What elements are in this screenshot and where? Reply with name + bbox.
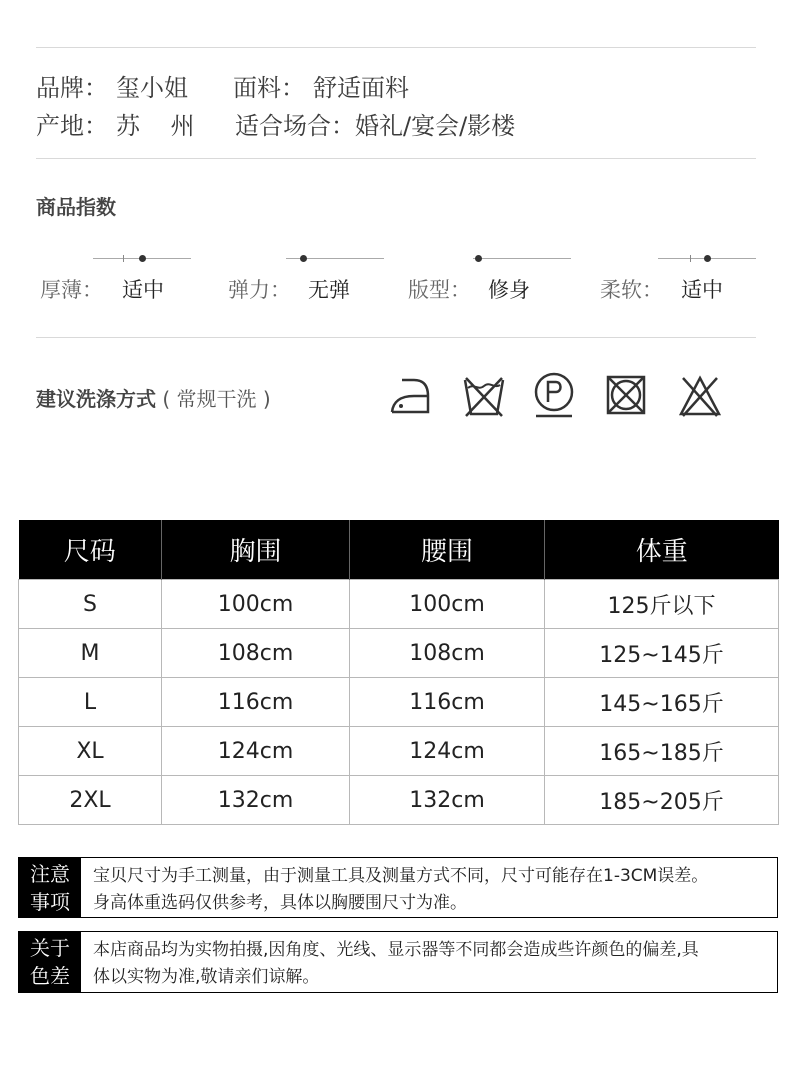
cell-waist: 108cm [350,629,545,678]
note-tag [19,858,81,917]
index-scale-thickness [93,255,191,263]
header-waist: 腰围 [350,520,545,580]
cell-chest: 108cm [162,629,350,678]
note-tag-line: 色差 [30,964,70,988]
index-value: 修身 [488,278,530,302]
note-tag [19,932,81,992]
note-line: 本店商品均为实物拍摄,因角度、光线、显示器等不同都会造成些许颜色的偏差,具 [93,940,699,960]
header-chest: 胸围 [162,520,350,580]
cell-size: S [19,580,162,629]
occasion-label: 适合场合： [235,112,355,140]
index-item-elasticity [228,274,408,314]
index-scale-softness [658,255,756,263]
cell-size: XL [19,727,162,776]
do-not-bleach-icon [678,372,722,418]
table-row [19,629,779,678]
cell-weight: 145~165斤 [545,678,779,727]
note-line: 体以实物为准,敬请亲们谅解。 [93,967,320,987]
top-divider [36,47,756,48]
cell-waist: 116cm [350,678,545,727]
scale-marker [300,255,307,262]
brand-label: 品牌： [36,74,108,102]
table-row [19,776,779,825]
index-item-thickness [40,274,220,314]
scale-marker [139,255,146,262]
note-text [93,937,767,991]
size-table [18,520,779,825]
index-label: 厚薄： [40,278,103,302]
index-item-softness [600,274,780,314]
index-value: 无弹 [308,278,350,302]
origin-value: 苏 州 [116,112,195,140]
cell-waist: 100cm [350,580,545,629]
cell-weight: 165~185斤 [545,727,779,776]
size-table-header [19,520,779,580]
scale-marker [475,255,482,262]
dry-clean-p-icon [532,372,576,418]
index-scale-fit [473,255,571,263]
index-scale-elasticity [286,255,384,263]
brand-value: 玺小姐 [116,74,188,102]
cell-chest: 132cm [162,776,350,825]
wash-title [36,383,271,412]
index-divider [36,337,756,338]
index-value: 适中 [681,278,723,302]
scale-marker [704,255,711,262]
note-line: 宝贝尺寸为手工测量，由于测量工具及测量方式不同，尺寸可能存在1-3CM误差。 [93,866,709,886]
measurement-note [18,857,778,918]
iron-icon [388,372,432,418]
cell-weight: 125斤以下 [545,580,779,629]
occasion-value: 婚礼/宴会/影楼 [355,112,516,140]
cell-weight: 185~205斤 [545,776,779,825]
do-not-tumble-dry-icon [604,372,648,418]
table-row [19,580,779,629]
wash-title-main: 建议洗涤方式 [36,387,156,411]
note-tag-line: 事项 [30,889,70,914]
do-not-wash-icon [462,372,506,418]
fabric-label: 面料： [233,74,305,102]
fabric-value: 舒适面料 [313,74,409,102]
cell-weight: 125~145斤 [545,629,779,678]
cell-chest: 116cm [162,678,350,727]
note-tag-line: 关于 [30,936,70,960]
info-divider [36,158,756,159]
wash-title-note: ( 常规干洗 ) [162,387,271,411]
cell-size: 2XL [19,776,162,825]
cell-waist: 132cm [350,776,545,825]
index-value: 适中 [122,278,164,302]
header-size: 尺码 [19,520,162,580]
cell-size: M [19,629,162,678]
table-row [19,727,779,776]
cell-chest: 124cm [162,727,350,776]
origin-label: 产地： [36,112,108,140]
index-label: 版型： [408,278,471,302]
note-tag-line: 注意 [30,861,70,886]
index-label: 弹力： [228,278,291,302]
note-text [93,863,767,917]
color-difference-note [18,931,778,993]
cell-chest: 100cm [162,580,350,629]
index-item-fit [408,274,588,314]
cell-size: L [19,678,162,727]
table-row [19,678,779,727]
index-label: 柔软： [600,278,663,302]
cell-waist: 124cm [350,727,545,776]
header-weight: 体重 [545,520,779,580]
note-line: 身高体重选码仅供参考，具体以胸腰围尺寸为准。 [93,893,467,913]
index-title: 商品指数 [36,195,116,219]
